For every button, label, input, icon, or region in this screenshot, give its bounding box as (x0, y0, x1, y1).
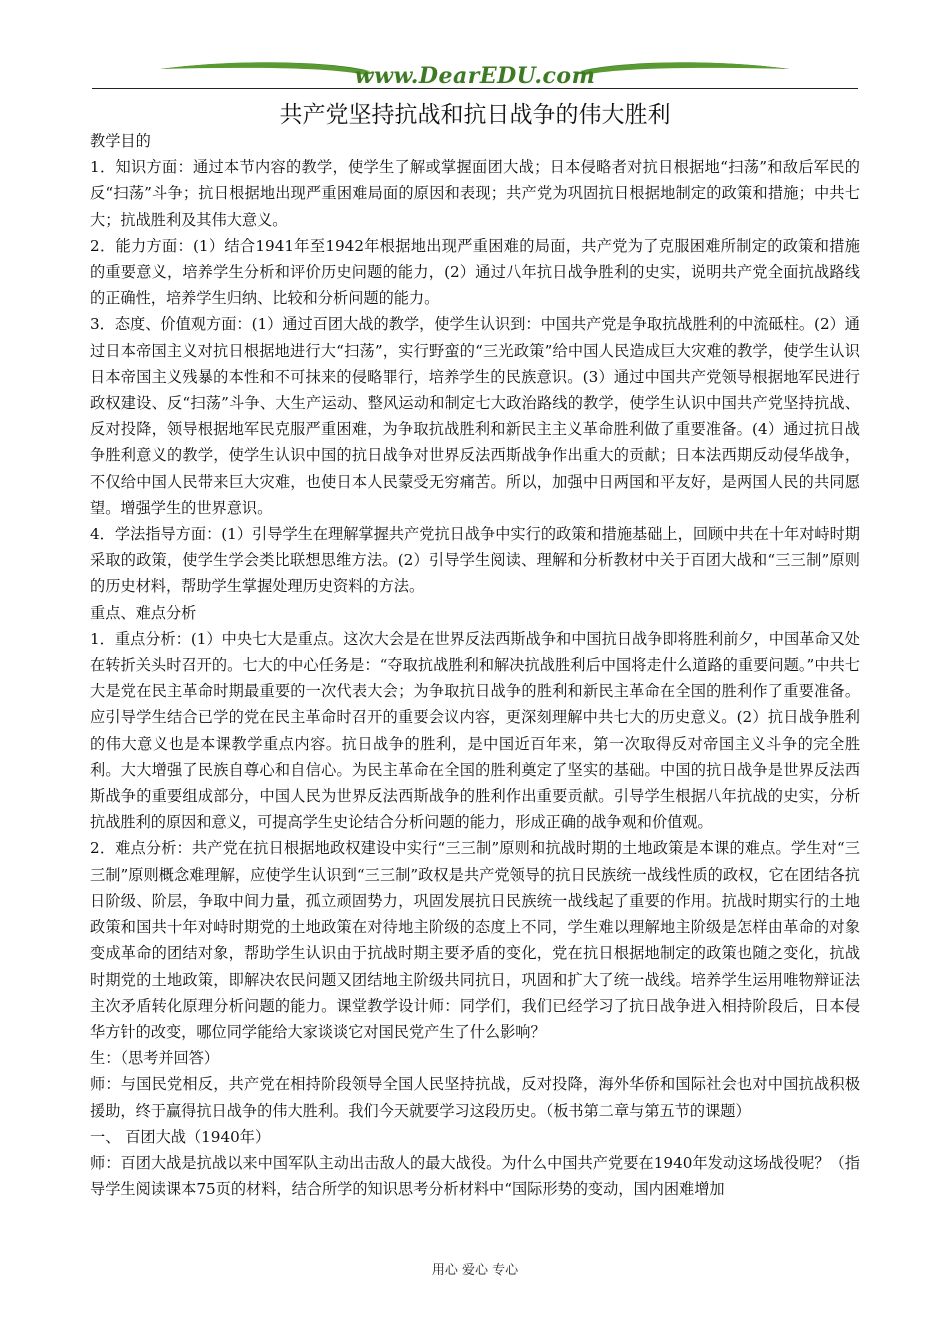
paragraph: 1．知识方面：通过本节内容的教学，使学生了解或掌握面团大战；日本侵略者对抗日根据地“扫荡”和敌后军民的反“扫荡”斗争；抗日根据地出现严重困难局面的原因和表现；共产党为巩固抗日根据地制定的政策和措施；中共七大；抗战胜利及其伟大意义。 (90, 158, 860, 229)
paragraph: 4．学法指导方面：(1）引导学生在理解掌握共产党抗日战争中实行的政策和措施基础上，回顾中共在十年对峙时期采取的政策，使学生学会类比联想思维方法。(2）引导学生阅读、理解和分析教材中关于百团大战和“三三制”原则的历史材料，帮助学生掌握处理历史资料的方法。 (90, 525, 860, 596)
document-body (90, 128, 860, 1202)
section-heading: 教学目的 (90, 132, 151, 150)
paragraph: 师：与国民党相反，共产党在相持阶段领导全国人民坚持抗战，反对投降，海外华侨和国际社会也对中国抗战积极援助，终于赢得抗日战争的伟大胜利。我们今天就要学习这段历史。（板书第二章与第五节的课题） (90, 1075, 860, 1120)
section-heading: 重点、难点分析 (90, 603, 197, 622)
paragraph: 2．难点分析：共产党在抗日根据地政权建设中实行“三三制”原则和抗战时期的土地政策是本课的难点。学生对“三三制”原则概念难理解，应使学生认识到“三三制”政权是共产党领导的抗日民族统一战线性质的政权，它在团结各抗日阶级、阶层，争取中间力量，孤立顽固势力，巩固发展抗日民族统一战线起了重要的作用。抗战时期实行的土地政策和国共十年对峙时期党的土地政策在对待地主阶级的态度上不同，学生难以理解地主阶级是怎样由革命的对象变成革命的团结对象，帮助学生认识由于抗战时期主要矛盾的变化，党在抗日根据地制定的政策也随之变化，抗战时期党的土地政策，即解决农民问题又团结地主阶级共同抗日，巩固和扩大了统一战线。培养学生运用唯物辩证法主次矛盾转化原理分析问题的能力。课堂教学设计师：同学们，我们已经学习了抗日战争进入相持阶段后，日本侵华方针的改变，哪位同学能给大家谈谈它对国民党产生了什么影响？ (90, 839, 860, 1041)
paragraph: 1．重点分析：(1）中央七大是重点。这次大会是在世界反法西斯战争和中国抗日战争即将胜利前夕，中国革命又处在转折关头时召开的。七大的中心任务是：“夺取抗战胜利和解决抗战胜利后中国将走什么道路的重要问题。”中共七大是党在民主革命时期最重要的一次代表大会；为争取抗日战争的胜利和新民主革命在全国的胜利作了重要准备。应引导学生结合已学的党在民主革命时召开的重要会议内容，更深刻理解中共七大的历史意义。(2）抗日战争胜利的伟大意义也是本课教学重点内容。抗日战争的胜利，是中国近百年来，第一次取得反对帝国主义斗争的完全胜利。大大增强了民族自尊心和自信心。为民主革命在全国的胜利奠定了坚实的基础。中国的抗日战争是世界反法西斯战争的重要组成部分，中国人民为世界反法西斯战争的胜利作出重要贡献。引导学生根据八年抗战的史实，分析抗战胜利的原因和意义，可提高学生史论结合分析问题的能力，形成正确的战争观和价值观。 (90, 629, 860, 832)
header-divider (92, 88, 858, 89)
page-footer: 用心 爱心 专心 (431, 1263, 519, 1278)
page-header (0, 55, 950, 95)
page-title: 共产党坚持抗战和抗日战争的伟大胜利 (279, 102, 671, 128)
site-logo-text[interactable]: www.DearEDU.com (354, 63, 596, 89)
paragraph: 3．态度、价值观方面：(1）通过百团大战的教学，使学生认识到：中国共产党是争取抗战胜利的中流砥柱。(2）通过日本帝国主义对抗日根据地进行大“扫荡”，实行野蛮的“三光政策”给中国人民造成巨大灾难的教学，使学生认识日本帝国主义残暴的本性和不可抹来的侵略罪行，培养学生的民族意识。(3）通过中国共产党领导根据地军民进行政权建设、反“扫荡”斗争、大生产运动、整风运动和制定七大政治路线的教学，使学生认识中国共产党坚持抗战、反对投降，领导根据地军民克服严重困难，为争取抗战胜利和新民主主义革命胜利做了重要准备。(4）通过抗日战争胜利意义的教学，使学生认识中国的抗日战争对世界反法西斯战争作出重大的贡献；日本法西期反动侵华战争，不仅给中国人民带来巨大灾难，也使日本人民蒙受无穷痛苦。所以，加强中日两国和平友好，是两国人民的共同愿望。增强学生的世界意识。 (90, 315, 860, 517)
paragraph: 师：百团大战是抗战以来中国军队主动出击敌人的最大战役。为什么中国共产党要在1940年发动这场战役呢？（指导学生阅读课本75页的材料，结合所学的知识思考分析材料中“国际形势的变动，国内困难增加 (90, 1153, 860, 1199)
paragraph: 生：（思考并回答） (90, 1049, 220, 1068)
paragraph: 2．能力方面：(1）结合1941年至1942年根据地出现严重困难的局面，共产党为了克服困难所制定的政策和措施的重要意义，培养学生分析和评价历史问题的能力，(2）通过八年抗日战争胜利的史实，说明共产党全面抗战路线的正确性，培养学生归纳、比较和分析问题的能力。 (90, 236, 860, 308)
section-heading: 一、 百团大战（1940年） (90, 1127, 271, 1146)
